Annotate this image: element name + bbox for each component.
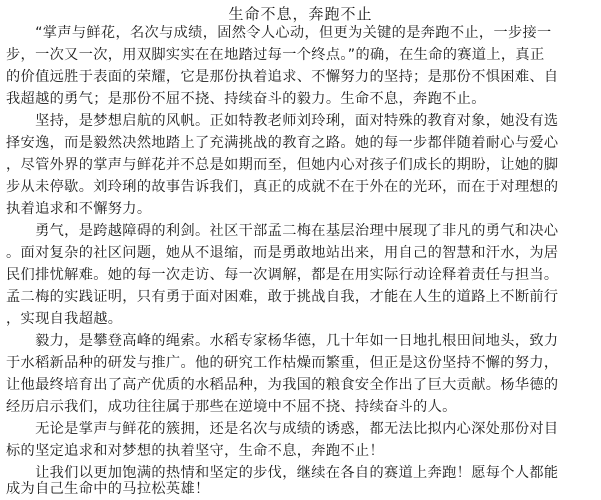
- text-line: 勇气，是跨越障碍的利剑。社区干部孟二梅在基层治理中展现了非凡的勇气和决心: [6, 223, 559, 239]
- text-line: 坚持，是梦想启航的风帆。正如特教老师刘玲琍，面对特殊的教育对象，她没有选: [6, 113, 559, 129]
- text-line: 毅力，是攀登高峰的绳索。水稻专家杨华德，几十年如一日地扎根田间地头，致力: [6, 333, 559, 349]
- text-line: 经历启示我们，成功往往属于那些在逆境中不屈不挠、持续奋斗的人。: [6, 399, 457, 415]
- text-line: 成为自己生命中的马拉松英雄！: [6, 481, 210, 497]
- text-line: ，实现自我超越。: [6, 311, 123, 327]
- text-line: 的价值远胜于表面的荣耀，它是那份执着追求、不懈努力的坚持；是那份不惧困难、自: [6, 69, 559, 85]
- text-line: 标的坚定追求和对梦想的执着坚守，生命不息，奔跑不止！: [6, 443, 384, 459]
- text-line: “掌声与鲜花，名次与成绩，固然令人心动，但更为关键的是奔跑不止，一步接一: [6, 25, 552, 41]
- essay-title: 生命不息，奔跑不止: [228, 5, 373, 23]
- text-line: 于水稻新品种的研发与推广。他的研究工作枯燥而繁重，但正是这份坚持不懈的努力，: [6, 355, 559, 371]
- text-line: 步，一次又一次，用双脚实实在在地踏过每一个终点。”的确，在生命的赛道上，真正: [6, 47, 545, 63]
- text-line: ，尽管外界的掌声与鲜花并不总是如期而至，但她内心对孩子们成长的期盼，让她的脚: [6, 157, 559, 173]
- text-line: 孟二梅的实践证明，只有勇于面对困难，敢于挑战自我，才能在人生的道路上不断前行: [6, 289, 559, 305]
- text-line: 执着追求和不懈努力。: [6, 201, 152, 217]
- text-line: 无论是掌声与鲜花的簇拥，还是名次与成绩的诱惑，都无法比拟内心深处那份对目: [6, 421, 559, 437]
- text-line: 让我们以更加饱满的热情和坚定的步伐，继续在各自的赛道上奔跑！愿每个人都能: [6, 465, 559, 481]
- text-line: 让他最终培育出了高产优质的水稻品种，为我国的粮食安全作出了巨大贡献。杨华德的: [6, 377, 559, 393]
- text-line: 我超越的勇气；是那份不屈不挠、持续奋斗的毅力。生命不息，奔跑不止。: [6, 91, 486, 107]
- text-line: 。面对复杂的社区问题，她从不退缩，而是勇敢地站出来，用自己的智慧和汗水，为居: [6, 245, 559, 261]
- text-line: 民们排忧解难。她的每一次走访、每一次调解，都是在用实际行动诠释着责任与担当。: [6, 267, 559, 283]
- text-line: 步从未停歇。刘玲琍的故事告诉我们，真正的成就不在于外在的光环，而在于对理想的: [6, 179, 559, 195]
- text-line: 择安逸，而是毅然决然地踏上了充满挑战的教育之路。她的每一步都伴随着耐心与爱心: [6, 135, 559, 151]
